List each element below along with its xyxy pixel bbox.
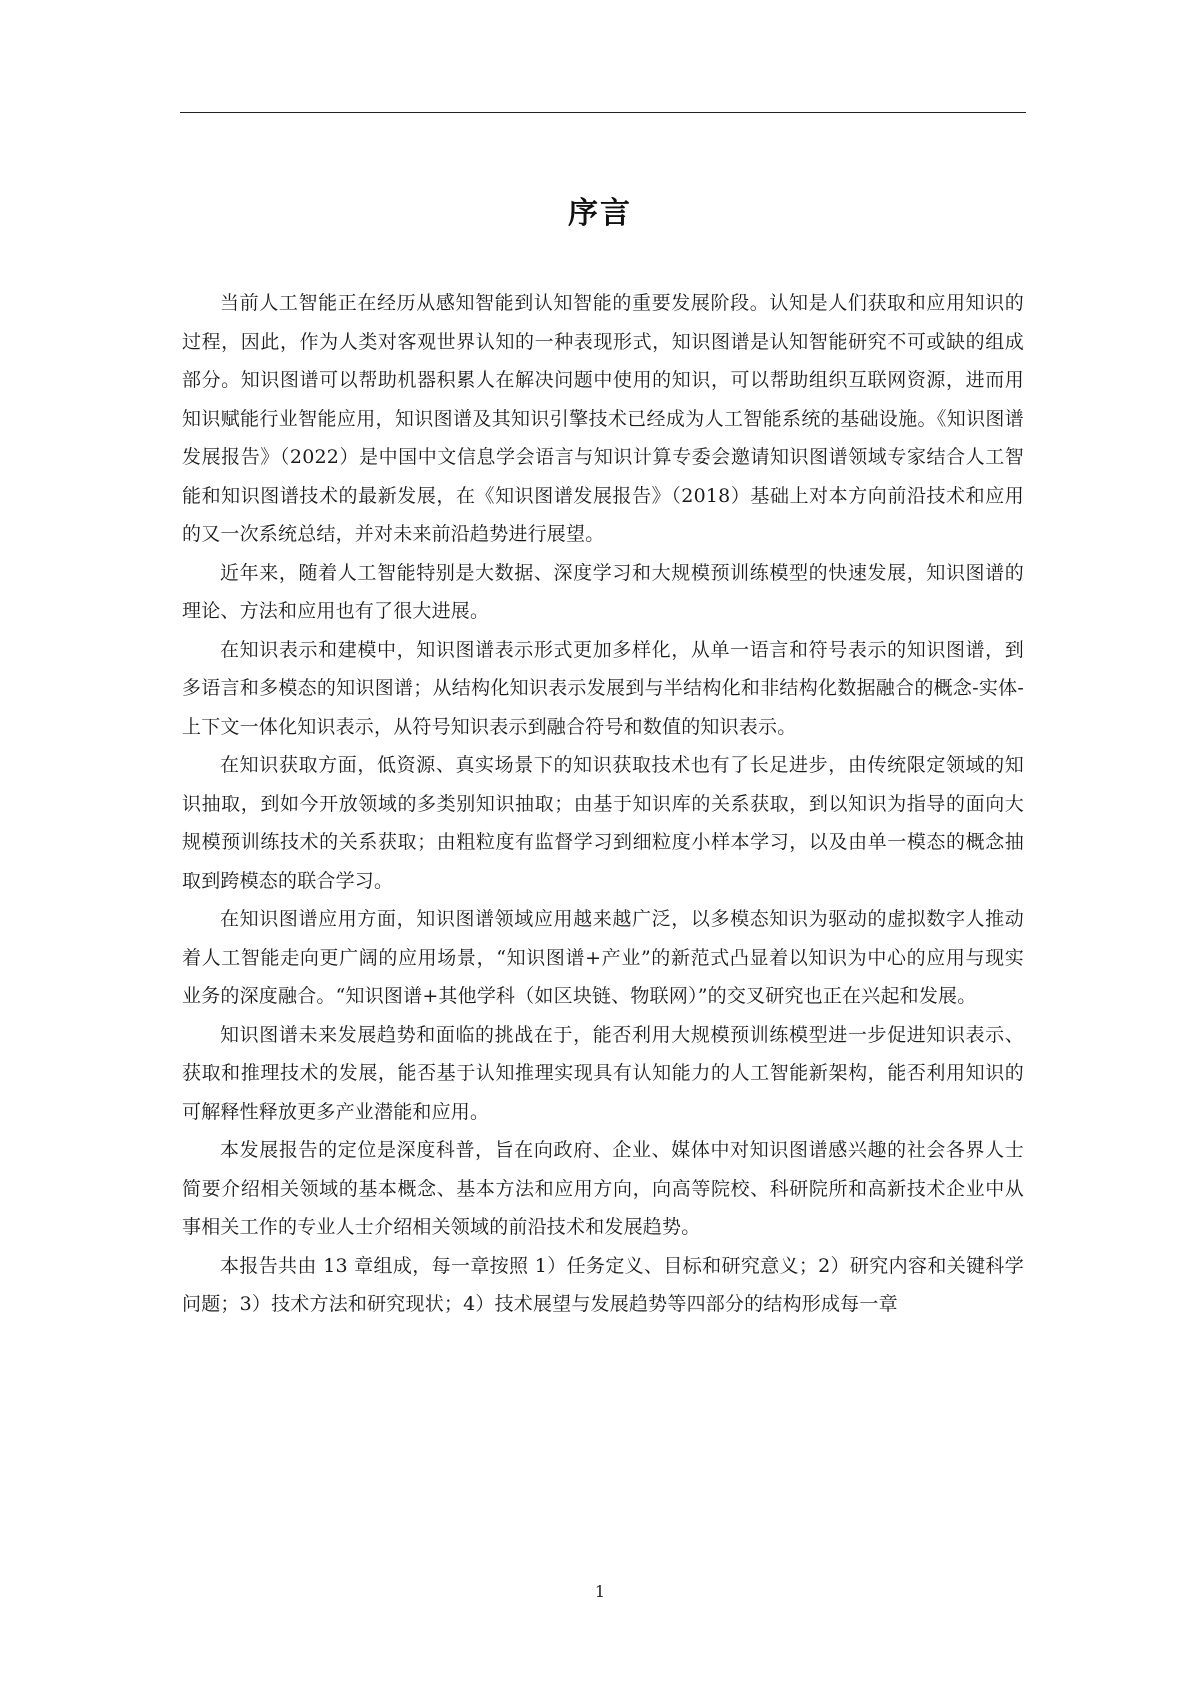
paragraph-7: 本发展报告的定位是深度科普，旨在向政府、企业、媒体中对知识图谱感兴趣的社会各界人士简要介绍相关领域的基本概念、基本方法和应用方向，向高等院校、科研院所和高新技术企业中从事相关工作的专业人士介绍相关领域的前沿技术和发展趋势。 (182, 1139, 1024, 1238)
paragraph-1: 当前人工智能正在经历从感知智能到认知智能的重要发展阶段。认知是人们获取和应用知识的过程，因此，作为人类对客观世界认知的一种表现形式，知识图谱是认知智能研究不可或缺的组成部分。知识图谱可以帮助机器积累人在解决问题中使用的知识，可以帮助组织互联网资源，进而用知识赋能行业智能应用，知识图谱及其知识引擎技术已经成为人工智能系统的基础设施。《知识图谱发展报告》（2022）是中国中文信息学会语言与知识计算专委会邀请知识图谱领域专家结合人工智能和知识图谱技术的最新发展，在《知识图谱发展报告》（2018）基础上对本方向前沿技术和应用的又一次系统总结，并对未来前沿趋势进行展望。 (182, 292, 1024, 545)
page-title: 序言 (568, 196, 632, 231)
header-rule (180, 112, 1026, 113)
paragraph-2: 近年来，随着人工智能特别是大数据、深度学习和大规模预训练模型的快速发展，知识图谱的理论、方法和应用也有了很大进展。 (182, 561, 1024, 622)
paragraph-8: 本报告共由 13 章组成，每一章按照 1）任务定义、目标和研究意义；2）研究内容和关键科学问题；3）技术方法和研究现状；4）技术展望与发展趋势等四部分的结构形成每一章 (182, 1254, 1024, 1315)
paragraph-6: 知识图谱未来发展趋势和面临的挑战在于，能否利用大规模预训练模型进一步促进知识表示、获取和推理技术的发展，能否基于认知推理实现具有认知能力的人工智能新架构，能否利用知识的可解释性释放更多产业潜能和应用。 (182, 1023, 1024, 1123)
document-body (182, 284, 1024, 1324)
paragraph-4: 在知识获取方面，低资源、真实场景下的知识获取技术也有了长足进步，由传统限定领域的知识抽取，到如今开放领域的多类别知识抽取；由基于知识库的关系获取，到以知识为指导的面向大规模预训练技术的关系获取；由粗粒度有监督学习到细粒度小样本学习，以及由单一模态的概念抽取到跨模态的联合学习。 (182, 754, 1024, 892)
paragraph-3: 在知识表示和建模中，知识图谱表示形式更加多样化，从单一语言和符号表示的知识图谱，到多语言和多模态的知识图谱；从结构化知识表示发展到与半结构化和非结构化数据融合的概念-实体-上下文一体化知识表示，从符号知识表示到融合符号和数值的知识表示。 (182, 638, 1024, 738)
page-number: 1 (594, 1582, 606, 1601)
paragraph-5: 在知识图谱应用方面，知识图谱领域应用越来越广泛，以多模态知识为驱动的虚拟数字人推动着人工智能走向更广阔的应用场景，“知识图谱+产业”的新范式凸显着以知识为中心的应用与现实业务的深度融合。“知识图谱+其他学科（如区块链、物联网）”的交叉研究也正在兴起和发展。 (182, 908, 1024, 1007)
